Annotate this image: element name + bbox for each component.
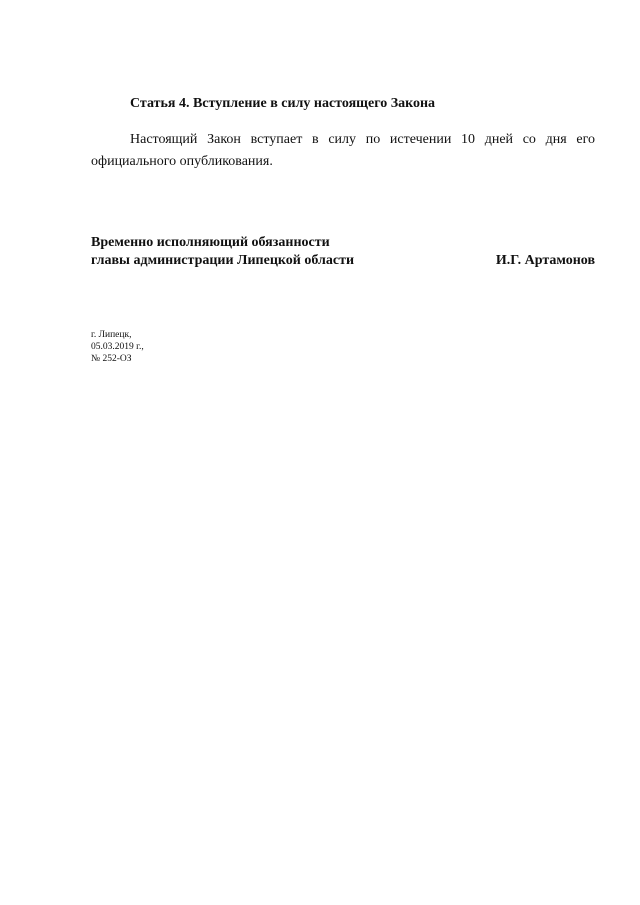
signature-block <box>91 234 595 270</box>
signature-title-line-1 <box>91 234 595 252</box>
document-meta <box>91 329 144 365</box>
signature-position-line-2: главы администрации Липецкой области <box>91 253 355 268</box>
meta-date: 05.03.2019 г., <box>91 342 144 352</box>
signature-title-line-2 <box>91 252 595 270</box>
signature-position-line-1: Временно исполняющий обязанности <box>91 235 330 250</box>
article-heading: Статья 4. Вступление в силу настоящего Закона <box>130 96 436 111</box>
signatory-name: И.Г. Артамонов <box>495 253 595 268</box>
article-body-paragraph: Настоящий Закон вступает в силу по истечении 10 дней со дня его официального опубликования. <box>91 132 595 169</box>
meta-city: г. Липецк, <box>91 330 132 340</box>
meta-number: № 252-ОЗ <box>91 354 132 364</box>
